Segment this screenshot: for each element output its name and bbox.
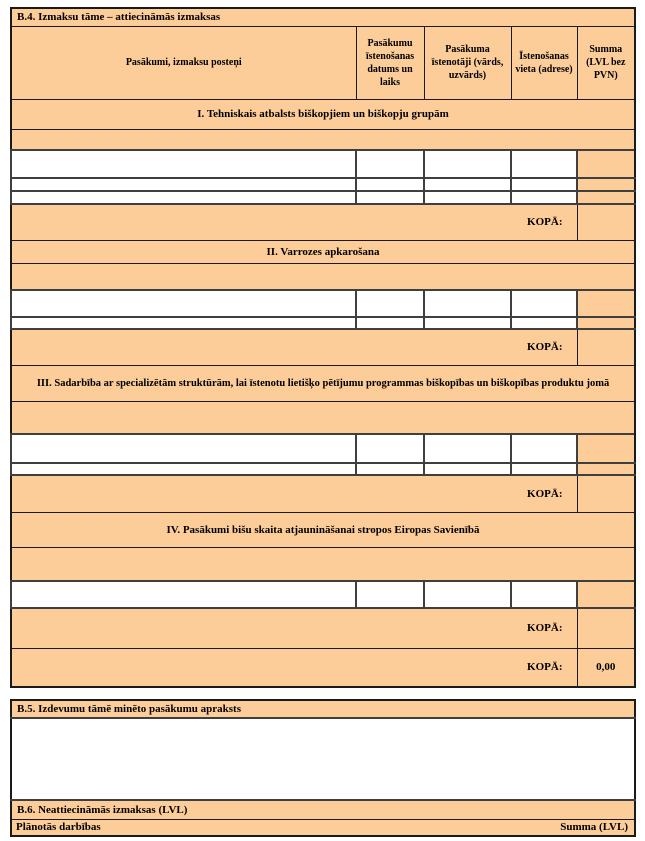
input-cell-location[interactable]: [511, 290, 577, 317]
section-2-kopa-value[interactable]: [577, 329, 635, 365]
input-cell-measures[interactable]: [11, 463, 356, 475]
input-cell-measures[interactable]: [11, 317, 356, 329]
input-cell-implementer[interactable]: [424, 191, 511, 204]
input-cell-location[interactable]: [511, 178, 577, 191]
sum-cell[interactable]: [577, 150, 635, 178]
input-cell-location[interactable]: [511, 434, 577, 463]
input-cell-measures[interactable]: [11, 150, 356, 178]
sum-cell[interactable]: [577, 581, 635, 608]
input-cell-measures[interactable]: [11, 581, 356, 608]
section-2-kopa-label: KOPĀ:: [11, 329, 577, 365]
input-cell-implementer[interactable]: [424, 463, 511, 475]
planned-activities-label: Plānotās darbības: [16, 821, 101, 834]
sum-cell[interactable]: [577, 434, 635, 463]
input-cell-date[interactable]: [356, 581, 424, 608]
sum-cell[interactable]: [577, 191, 635, 204]
sum-cell[interactable]: [577, 290, 635, 317]
col-header-sum: Summa (LVL bez PVN): [577, 26, 635, 99]
b5-description-area[interactable]: [11, 718, 635, 800]
input-cell-location[interactable]: [511, 150, 577, 178]
section-3-kopa-label: KOPĀ:: [11, 475, 577, 512]
input-cell-date[interactable]: [356, 463, 424, 475]
grand-total-label: KOPĀ:: [11, 648, 577, 687]
input-cell-location[interactable]: [511, 317, 577, 329]
input-cell-date[interactable]: [356, 150, 424, 178]
input-cell-measures[interactable]: [11, 178, 356, 191]
section-1-heading: I. Tehniskais atbalsts biškopjiem un biškopju grupām: [11, 99, 635, 129]
b6-columns-row: [11, 819, 635, 836]
sum-cell[interactable]: [577, 317, 635, 329]
section-1-kopa-value[interactable]: [577, 204, 635, 240]
input-cell-implementer[interactable]: [424, 434, 511, 463]
b5-b6-table: [10, 699, 636, 837]
section-4-spacer-row: [11, 547, 635, 581]
input-cell-implementer[interactable]: [424, 290, 511, 317]
input-cell-implementer[interactable]: [424, 178, 511, 191]
section-4-heading: IV. Pasākumi bišu skaita atjaunināšanai stropos Eiropas Savienībā: [11, 512, 635, 547]
input-cell-location[interactable]: [511, 463, 577, 475]
col-header-measures: Pasākumi, izmaksu posteņi: [11, 26, 356, 99]
input-cell-implementer[interactable]: [424, 317, 511, 329]
input-cell-measures[interactable]: [11, 434, 356, 463]
section-2-heading: II. Varrozes apkarošana: [11, 240, 635, 263]
input-cell-date[interactable]: [356, 178, 424, 191]
sum-cell[interactable]: [577, 463, 635, 475]
input-cell-location[interactable]: [511, 581, 577, 608]
sum-cell[interactable]: [577, 178, 635, 191]
input-cell-measures[interactable]: [11, 290, 356, 317]
section-2-spacer-row: [11, 263, 635, 290]
section-3-heading: III. Sadarbība ar specializētām struktūrām, lai īstenotu lietišķo pētījumu programmas biškopības un biškopības produktu jomā: [11, 365, 635, 401]
input-cell-date[interactable]: [356, 317, 424, 329]
summa-lvl-label: Summa (LVL): [560, 821, 628, 834]
section-1-kopa-label: KOPĀ:: [11, 204, 577, 240]
grand-total-value[interactable]: 0,00: [577, 648, 635, 687]
col-header-date: Pasākumu īstenošanas datums un laiks: [356, 26, 424, 99]
section-3-spacer-row: [11, 401, 635, 434]
input-cell-implementer[interactable]: [424, 581, 511, 608]
b5-title: B.5. Izdevumu tāmē minēto pasākumu apraksts: [11, 700, 635, 718]
section-4-kopa-value[interactable]: [577, 608, 635, 648]
b6-title: B.6. Neattiecināmās izmaksas (LVL): [11, 800, 635, 819]
section-4-kopa-label: KOPĀ:: [11, 608, 577, 648]
input-cell-measures[interactable]: [11, 191, 356, 204]
input-cell-location[interactable]: [511, 191, 577, 204]
section-3-kopa-value[interactable]: [577, 475, 635, 512]
input-cell-implementer[interactable]: [424, 150, 511, 178]
b4-title: B.4. Izmaksu tāme – attiecināmās izmaksas: [11, 8, 635, 26]
col-header-location: Īstenošanas vieta (adrese): [511, 26, 577, 99]
input-cell-date[interactable]: [356, 434, 424, 463]
input-cell-date[interactable]: [356, 191, 424, 204]
input-cell-date[interactable]: [356, 290, 424, 317]
b4-cost-estimate-table: [10, 7, 636, 688]
col-header-implementer: Pasākuma īstenotāji (vārds, uzvārds): [424, 26, 511, 99]
section-1-spacer-row: [11, 129, 635, 150]
